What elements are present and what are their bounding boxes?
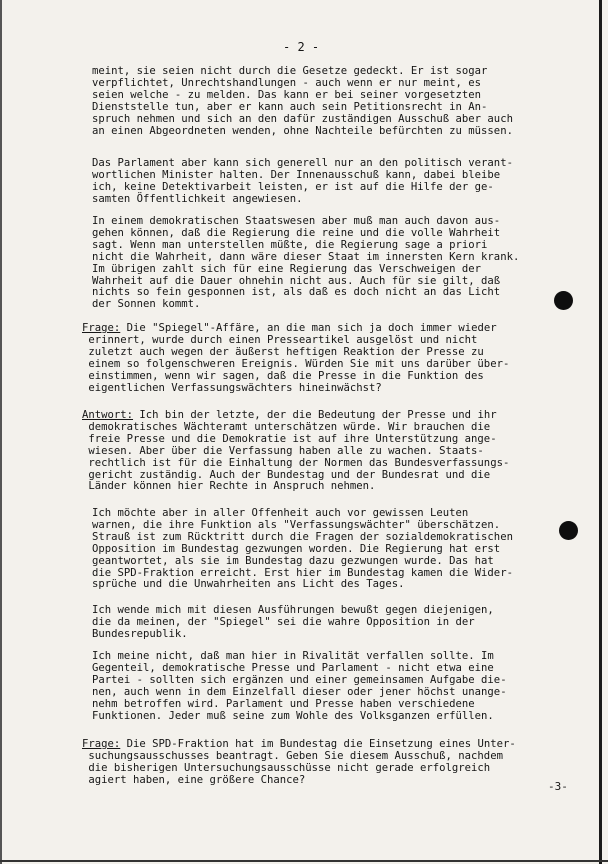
question-label: Frage: [82,738,121,750]
paragraph-1: meint, sie seien nicht durch die Gesetze gedeckt. Er ist sogar verpflichtet, Unrechtshandlungen - auch wenn er nur meint, es seien welche - zu melden. Das kann er bei seiner vorgesetzten Dienststelle tun, aber er kann auch sein Petitionsrecht in An- spruch nehmen und sich an den dafür zuständigen Ausschuß aber auch an einen Abgeordneten wenden, ohne Nachteile befürchten zu müssen. [92,65,513,137]
answer-paragraph-2: Ich wende mich mit diesen Ausführungen bewußt gegen diejenigen, die da meinen, der "Spiegel" sei die wahre Opposition in der Bundesrepublik. [92,604,494,640]
question-text: Die SPD-Fraktion hat im Bundestag die Einsetzung eines Unter- suchungsausschusses beantragt. Geben Sie diesem Ausschuß, nachdem die bisherigen Untersuchungsausschüsse nicht gerade erfolgreich agiert haben, eine größere Chance? [88,738,516,786]
next-page-marker: -3- [548,780,568,793]
answer-paragraph-1: Ich möchte aber in aller Offenheit auch vor gewissen Leuten warnen, die ihre Funktion als "Verfassungswächter" überschätzen. Strauß ist zum Rücktritt durch die Fragen der sozialdemokratischen Opposition im Bundestag gezwungen worden. Die Regierung hat erst geantwortet, als sie im Bundestag dazu gezwungen wurde. Das hat die SPD-Fraktion erreicht. Erst hier im Bundestag kamen die Wider- sprüche und die Unwahrheiten ans Licht des Tages. [92,507,513,591]
paragraph-3: In einem demokratischen Staatswesen aber muß man auch davon aus- gehen können, daß die Regierung die reine und die volle Wahrheit sagt. Wenn man unterstellen müßte, die Regierung sage a priori nicht die Wahrheit, dann wäre dieser Staat im innersten Kern krank. Im übrigen zahlt sich für eine Regierung das Verschweigen der Wahrheit auf die Dauer ohnehin nicht aus. Auch für sie gilt, daß nichts so fein gesponnen ist, als daß es doch nicht an das Licht der Sonnen kommt. [92,215,520,311]
page-number: - 2 - [283,40,320,54]
question-2 [82,739,516,787]
scan-edge-left [0,0,2,864]
punch-hole-mark [559,521,578,540]
paragraph-2: Das Parlament aber kann sich generell nur an den politisch verant- wortlichen Minister halten. Der Innenausschuß kann, dabei bleibe ich, keine Detektivarbeit leisten, er ist auf die Hilfe der ge- samten Öffentlichkeit angewiesen. [92,157,513,205]
answer-label: Antwort: [82,409,134,421]
question-label: Frage: [82,322,121,334]
answer-paragraph-3: Ich meine nicht, daß man hier in Rivalität verfallen sollte. Im Gegenteil, demokratische Presse und Parlament - nicht etwa eine Partei - sollten sich ergänzen und einer gemeinsamen Aufgabe die- nen, auch wenn in dem Einzelfall dieser oder jener höchst unange- nehm betroffen wird. Parlament und Presse haben verschiedene Funktionen. Jeder muß seine zum Wohle des Volksganzen erfüllen. [92,650,507,722]
scan-edge-right [599,0,602,864]
answer-text: Ich bin der letzte, der die Bedeutung der Presse und ihr demokratisches Wächteramt unterschätzen würde. Wir brauchen die freie Presse und die Demokratie ist auf ihre Unterstützung ange- wiesen. Aber über die Verfassung haben alle zu wachen. Staats- rechtlich ist für die Einhaltung der Normen das Bundesverfassungs- gericht zuständig. Auch der Bundestag und der Bundesrat und die Länder können hier Rechte in Anspruch nehmen. [88,409,510,493]
punch-hole-mark [554,291,573,310]
question-text: Die "Spiegel"-Affäre, an die man sich ja doch immer wieder erinnert, wurde durch einen Presseartikel ausgelöst und nicht zuletzt auch wegen der äußerst heftigen Reaktion der Presse zu einem so folgenschweren Ereignis. Würden Sie mit uns darüber über- einstimmen, wenn wir sagen, daß die Presse in die Funktion des eigentlichen Verfassungswächters hineinwächst? [88,322,510,394]
question-1 [82,323,509,394]
answer-1 [82,410,509,493]
scan-edge-bottom [0,860,608,862]
